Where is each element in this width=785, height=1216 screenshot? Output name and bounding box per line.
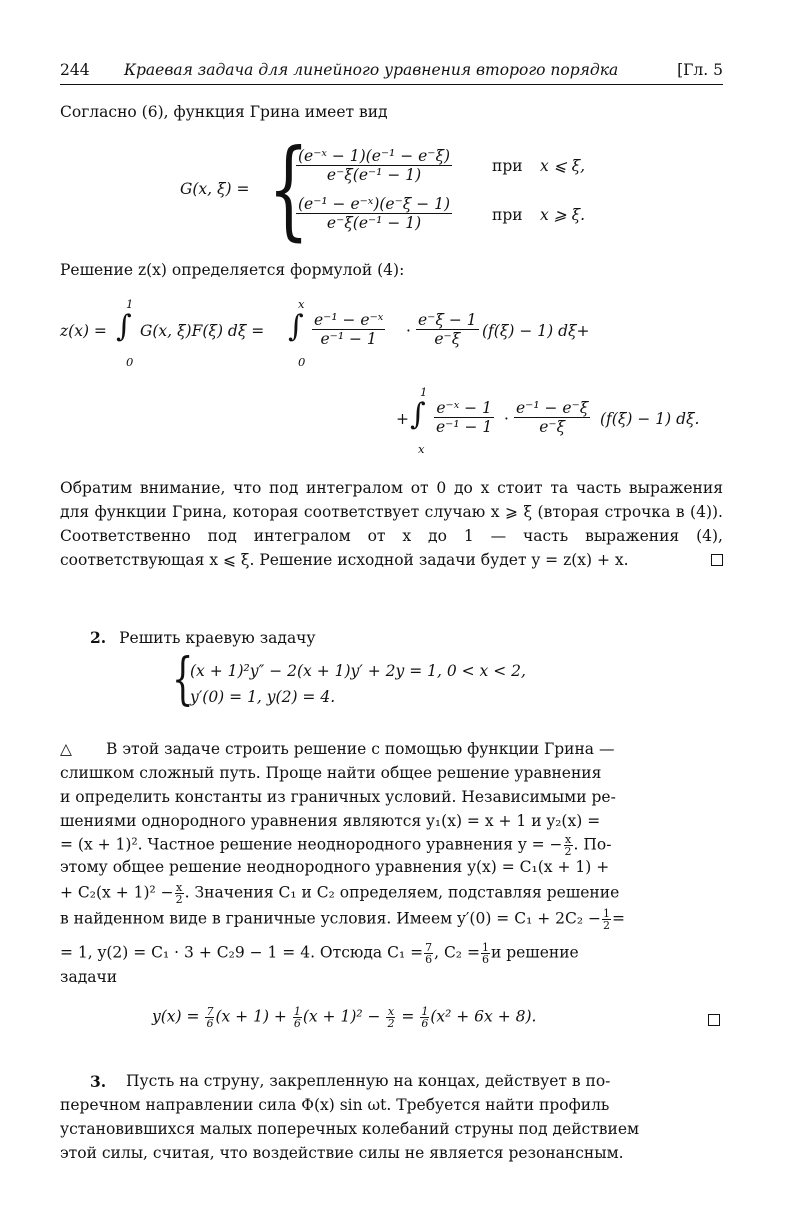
cases-brace: { <box>268 127 310 252</box>
frac-4: $\frac{\text{e⁻¹ − e⁻ξ}}{e^-\xi}$ <box>516 399 589 436</box>
case2-condition: x ⩾ ξ. <box>540 206 586 224</box>
sol2-line-5: = (x + 1)². Частное решение неоднородного уравнения y = − $\frac{x}{2}$ . По- <box>60 833 612 858</box>
page-number: 244 <box>60 61 90 79</box>
system-eq-2: y′(0) = 1, y(2) = 4. <box>190 688 336 706</box>
frac-2: $\frac{e^-\xi - 1}{e^-\xi}$ <box>418 311 477 348</box>
frac-1: $\frac{\text{e⁻¹ − e⁻ˣ}}{\text{e⁻¹ − 1}}$ <box>314 311 384 348</box>
sol2-line-2: слишком сложный путь. Проще найти общее решение уравнения <box>60 764 602 782</box>
dot: · <box>406 322 411 340</box>
sol2-line-3: и определить константы из граничных условий. Независимыми ре- <box>60 788 616 806</box>
case1-when: при <box>492 157 523 175</box>
problem3-line-4: этой силы, считая, что воздействие силы не является резонансным. <box>60 1144 624 1162</box>
tail-2: (f(ξ) − 1) dξ. <box>600 410 700 428</box>
z-lhs: z(x) = <box>60 322 107 340</box>
running-header <box>60 60 723 80</box>
plus: + <box>396 410 409 428</box>
sol2-line-1: В этой задаче строить решение с помощью функции Грина — <box>106 740 615 758</box>
tail-1: (f(ξ) − 1) dξ+ <box>482 322 590 340</box>
qed-mark <box>708 1014 720 1026</box>
problem-statement: Решить краевую задачу <box>119 629 316 647</box>
triangle-mark: △ <box>60 740 72 758</box>
qed-mark <box>711 554 723 566</box>
int1-upper: 1 <box>126 297 134 311</box>
int1-lower: 0 <box>126 355 134 369</box>
sol2-line-10: задачи <box>60 968 118 986</box>
sol2-line-8: в найденном виде в граничные условия. Имеем y′(0) = C₁ + 2C₂ − $\frac{1}{2}$ = <box>60 907 625 932</box>
int3-upper: 1 <box>420 385 428 399</box>
int2-lower: 0 <box>298 355 306 369</box>
problem3-line-1: Пусть на струну, закрепленную на концах, действует в по- <box>126 1072 611 1090</box>
case2-when: при <box>492 206 523 224</box>
sol2-line-6: этому общее решение неоднородного уравнения y(x) = C₁(x + 1) + <box>60 858 610 876</box>
sol2-line-9: = 1, y(2) = C₁ · 3 + C₂9 − 1 = 4. Отсюда C₁ = $\frac{7}{6}$ , C₂ = $\frac{1}{6}$ и решение <box>60 941 579 966</box>
green-intro: Согласно (6), функция Грина имеет вид <box>60 103 388 121</box>
integral-sign: ∫ <box>410 397 426 432</box>
integral-sign: ∫ <box>116 309 132 344</box>
problem3-line-2: перечном направлении сила Φ(x) sin ωt. Требуется найти профиль <box>60 1096 610 1114</box>
solution-intro: Решение z(x) определяется формулой (4): <box>60 261 405 279</box>
case1-fraction: $\frac{\text{(e⁻ˣ − 1)(e⁻¹ − e⁻ξ)}}{\text{e⁻ξ(e⁻¹ − 1)}}$ <box>298 147 451 184</box>
problem3-line-3: установившихся малых поперечных колебаний струны под действием <box>60 1120 640 1138</box>
header-rule <box>60 84 723 85</box>
problem-number: 3. <box>90 1072 107 1091</box>
int2-upper: x <box>298 297 305 311</box>
int3-lower: x <box>418 442 425 456</box>
problem-2 <box>60 626 723 650</box>
problem-number: 2. <box>90 628 107 647</box>
sol2-line-7: + C₂(x + 1)² − $\frac{x}{2}$ . Значения C₁ и C₂ определяем, подставляя решение <box>60 881 620 906</box>
running-title: Краевая задача для линейного уравнения второго порядка <box>124 61 619 79</box>
dot: · <box>504 410 509 428</box>
frac-3: $\frac{\text{e⁻ˣ − 1}}{\text{e⁻¹ − 1}}$ <box>436 399 493 436</box>
final-expression: y(x) = $\frac{7}{6}$ (x + 1) + $\frac{1}{6}$ (x + 1)² − $\frac{x}{2}$ = $\frac{1}{6}$ (x² + 6x + 8). <box>152 1005 537 1030</box>
system-brace: { <box>172 647 194 712</box>
note-paragraph: Обратим внимание, что под интегралом от 0 до x стоит та часть выражения для функции Грина, которая соответствует случаю x ⩾ ξ (вторая строчка в (4)). Соответственно под интегралом от x до 1 — часть выражения (4), соответствующая x ⩽ ξ. Решение исходной задачи будет y = z(x) + x. <box>60 479 723 569</box>
int1-body: G(x, ξ)F(ξ) dξ = <box>140 322 265 340</box>
integral-sign: ∫ <box>288 309 304 344</box>
chapter-label: [Гл. 5 <box>677 61 723 79</box>
g-lhs: G(x, ξ) = <box>180 180 250 198</box>
case2-fraction: $\frac{\text{(e⁻¹ − e⁻ˣ)(e⁻ξ − 1)}}{\text{e⁻ξ(e⁻¹ − 1)}}$ <box>298 195 451 232</box>
system-eq-1: (x + 1)²y″ − 2(x + 1)y′ + 2y = 1, 0 < x < 2, <box>190 662 526 680</box>
case1-condition: x ⩽ ξ, <box>540 157 586 175</box>
sol2-line-4: шениями однородного уравнения являются y₁(x) = x + 1 и y₂(x) = <box>60 812 601 830</box>
